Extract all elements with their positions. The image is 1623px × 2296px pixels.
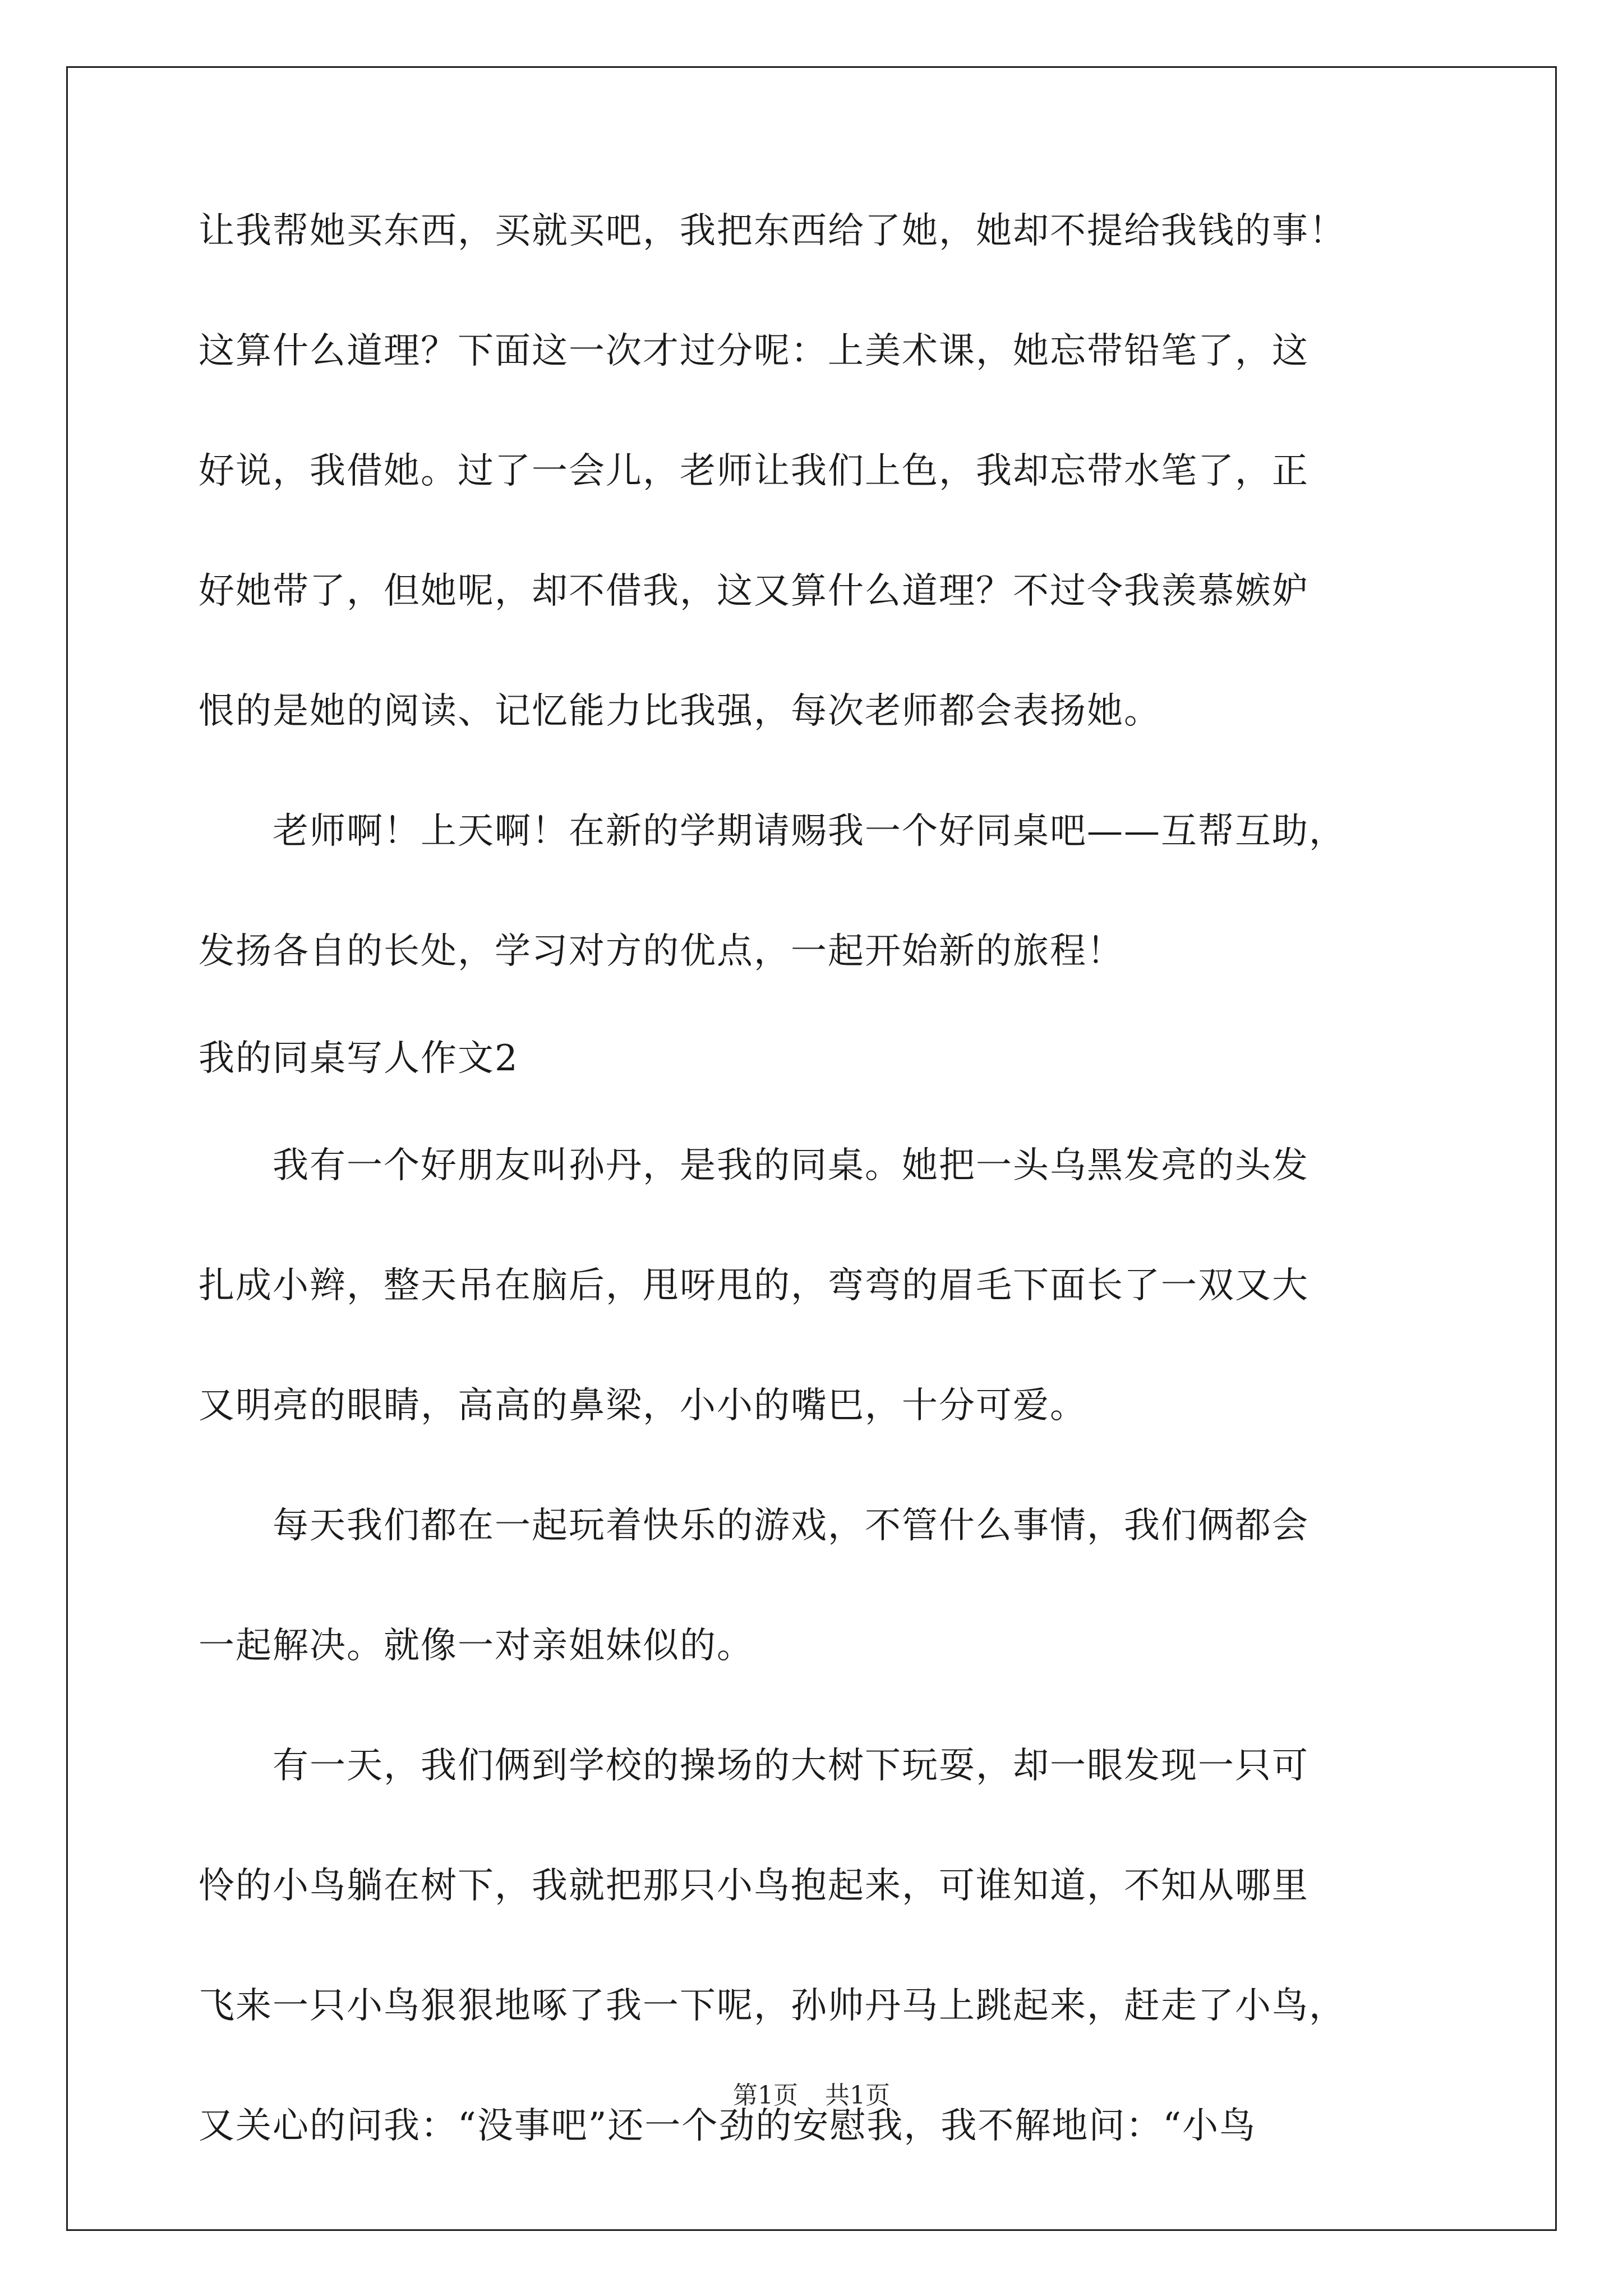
text-line: 怜的小鸟躺在树下，我就把那只小鸟抱起来，可谁知道，不知从哪里 xyxy=(199,1865,1309,1907)
text-line: 有一天，我们俩到学校的操场的大树下玩耍，却一眼发现一只可 xyxy=(199,1745,1309,1787)
section-heading: 我的同桌写人作文2 xyxy=(199,1038,519,1079)
text-line: 这算什么道理？下面这一次才过分呢：上美术课，她忘带铅笔了，这 xyxy=(199,330,1309,372)
page-footer xyxy=(0,2083,1623,2108)
text-line: 好她带了，但她呢，却不借我，这又算什么道理？不过令我羡慕嫉妒 xyxy=(199,570,1309,612)
text-line: 飞来一只小鸟狠狠地啄了我一下呢，孙帅丹马上跳起来，赶走了小鸟， xyxy=(199,1985,1346,2027)
text-line: 一起解决。就像一对亲姐妹似的。 xyxy=(199,1625,754,1667)
text-line: 好说，我借她。过了一会儿，老师让我们上色，我却忘带水笔了，正 xyxy=(199,450,1309,492)
page-number: 第1页 xyxy=(733,2081,798,2110)
text-line: 发扬各自的长处，学习对方的优点，一起开始新的旅程！ xyxy=(199,931,1124,972)
text-line: 让我帮她买东西，买就买吧，我把东西给了她，她却不提给我钱的事！ xyxy=(199,210,1346,252)
document-body xyxy=(199,210,1432,2147)
text-line: 又明亮的眼睛，高高的鼻梁，小小的嘴巴，十分可爱。 xyxy=(199,1385,1087,1427)
page-total: 共1页 xyxy=(825,2081,890,2110)
text-line: 又关心的问我：“没事吧”还一个劲的安慰我，我不解地问：“小鸟 xyxy=(199,2105,1257,2147)
text-line: 老师啊！上天啊！在新的学期请赐我一个好同桌吧——互帮互助， xyxy=(199,811,1346,852)
text-line: 我有一个好朋友叫孙丹，是我的同桌。她把一头乌黑发亮的头发 xyxy=(199,1145,1309,1186)
text-line: 扎成小辫，整天吊在脑后，甩呀甩的，弯弯的眉毛下面长了一双又大 xyxy=(199,1265,1309,1306)
text-line: 恨的是她的阅读、记忆能力比我强，每次老师都会表扬她。 xyxy=(199,691,1161,732)
text-line: 每天我们都在一起玩着快乐的游戏，不管什么事情，我们俩都会 xyxy=(199,1505,1309,1547)
